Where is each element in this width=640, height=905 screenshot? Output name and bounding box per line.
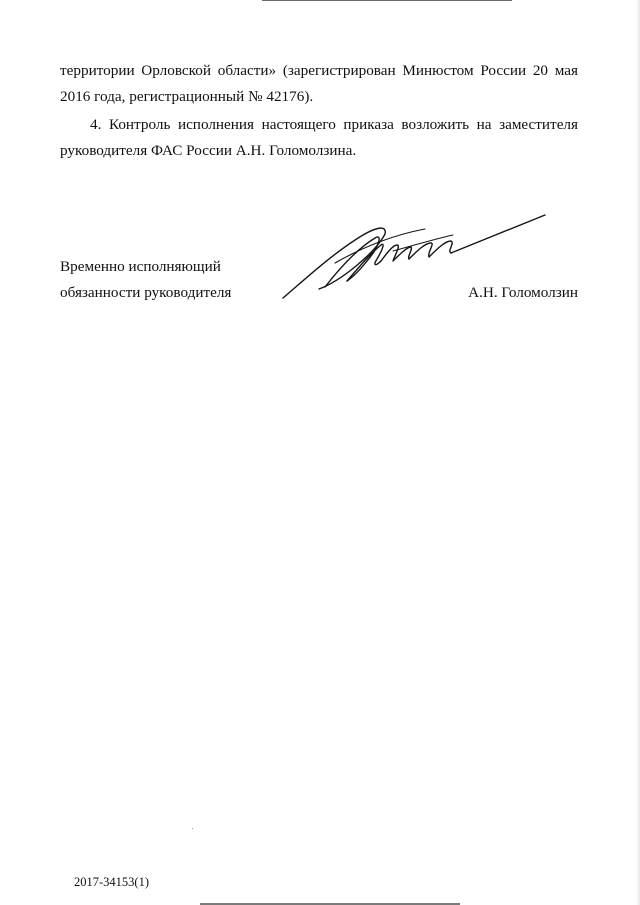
signer-position-line-2: обязанности руководителя [60,284,232,301]
paragraph-4-line-1: 4. Контроль исполнения настоящего приказа возложить на заместителя [90,116,578,133]
paragraph-continued [60,58,578,110]
scan-top-rule [262,0,512,1]
paragraph-continued-line-1: территории Орловской области» (зарегистрирован Минюстом России 20 мая [60,62,578,79]
document-code: 2017-34153(1) [74,875,149,889]
scan-right-edge-shadow [636,0,640,905]
scan-speck [192,828,193,829]
signer-name: А.Н. Голомолзин [468,284,578,301]
paragraph-4-line-2: руководителя ФАС России А.Н. Голомолзина. [60,142,357,159]
paragraph-4 [60,112,578,164]
paragraph-continued-line-2: 2016 года, регистрационный № 42176). [60,88,314,105]
signer-position-line-1: Временно исполняющий [60,258,221,275]
signer-position [60,254,231,306]
